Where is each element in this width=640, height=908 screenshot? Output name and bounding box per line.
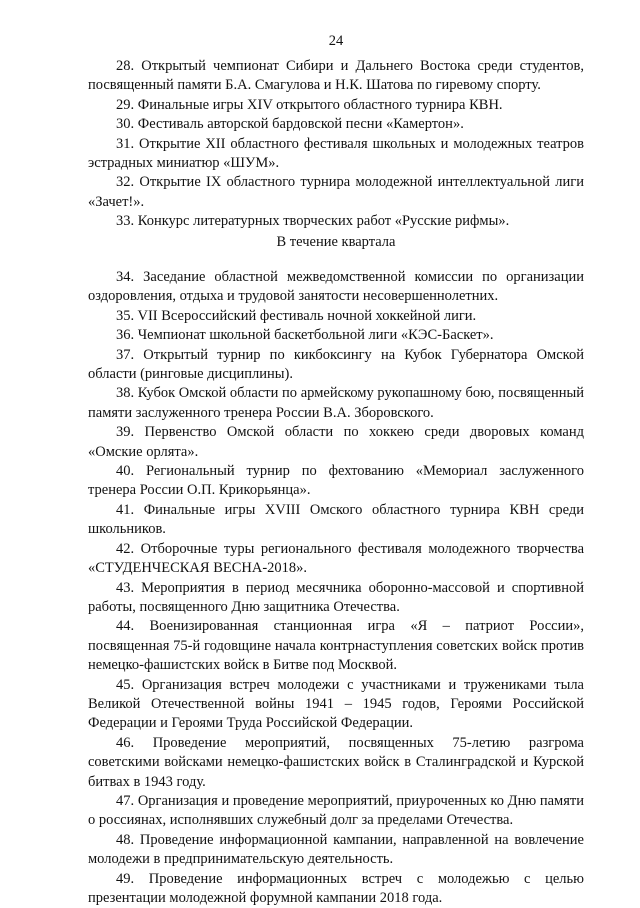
list-item: 33. Конкурс литературных творческих работ «Русские рифмы». — [116, 213, 510, 230]
section-heading: В течение квартала — [276, 234, 396, 250]
list-item: 41. Финальные игры XVIII Омского областного турнира КВН среди школьников. — [88, 501, 584, 538]
list-item: 36. Чемпионат школьной баскетбольной лиги «КЭС-Баскет». — [116, 327, 494, 344]
list-item: 30. Фестиваль авторской бардовской песни «Камертон». — [116, 116, 464, 133]
list-item: 45. Организация встреч молодежи с участниками и тружениками тыла Великой Отечественной войны 1941 – 1945 годов, Героями Российской Федерации и Героями Труда Российской Федерации. — [88, 676, 584, 732]
list-item: 38. Кубок Омской области по армейскому рукопашному бою, посвященный памяти заслуженного тренера России В.А. Зборовского. — [88, 385, 584, 421]
list-item: 29. Финальные игры XIV открытого областного турнира КВН. — [116, 96, 503, 113]
list-item: 43. Мероприятия в период месячника оборонно-массовой и спортивной работы, посвященного Дню защитника Отечества. — [88, 579, 584, 615]
list-item: 28. Открытый чемпионат Сибири и Дальнего Востока среди студентов, посвященный памяти Б.А. Смагулова и Н.К. Шатова по гиревому спорту. — [88, 58, 584, 94]
list-item: 37. Открытый турнир по кикбоксингу на Кубок Губернатора Омской области (ринговые дисциплины). — [88, 346, 584, 383]
list-item: 47. Организация и проведение мероприятий, приуроченных ко Дню памяти о россиянах, исполнявших служебный долг за пределами Отечества. — [88, 792, 584, 829]
page-number: 24 — [328, 33, 344, 49]
list-item: 34. Заседание областной межведомственной комиссии по организации оздоровления, отдыха и трудовой занятости несовершеннолетних. — [88, 269, 584, 305]
list-item: 49. Проведение информационных встреч с молодежью с целью презентации молодежной форумной кампании 2018 года. — [88, 870, 584, 906]
list-item: 32. Открытие IX областного турнира молодежной интеллектуальной лиги «Зачет!». — [88, 174, 584, 210]
list-item: 31. Открытие XII областного фестиваля школьных и молодежных театров эстрадных миниатюр «ШУМ». — [88, 135, 584, 172]
list-item: 42. Отборочные туры регионального фестиваля молодежного творчества «СТУДЕНЧЕСКАЯ ВЕСНА-2018». — [88, 540, 584, 577]
list-item: 39. Первенство Омской области по хоккею среди дворовых команд «Омские орлята». — [88, 424, 584, 460]
list-item: 35. VII Всероссийский фестиваль ночной хоккейной лиги. — [116, 307, 477, 324]
list-item: 44. Военизированная станционная игра «Я – патриот России», посвященная 75-й годовщине начала контрнаступления советских войск против немецко-фашистских войск в Битве под Москвой. — [88, 618, 584, 674]
item-list-after-heading — [88, 268, 584, 908]
list-item: 46. Проведение мероприятий, посвященных 75-летию разгрома советскими войсками немецко-фашистских войск в Сталинградской и Курской битвах в 1943 году. — [88, 734, 584, 790]
item-list-before-heading — [88, 57, 584, 232]
list-item: 40. Региональный турнир по фехтованию «Мемориал заслуженного тренера России О.П. Крикорьянца». — [88, 463, 584, 499]
list-item: 48. Проведение информационной кампании, направленной на вовлечение молодежи в предпринимательскую деятельность. — [88, 831, 584, 868]
